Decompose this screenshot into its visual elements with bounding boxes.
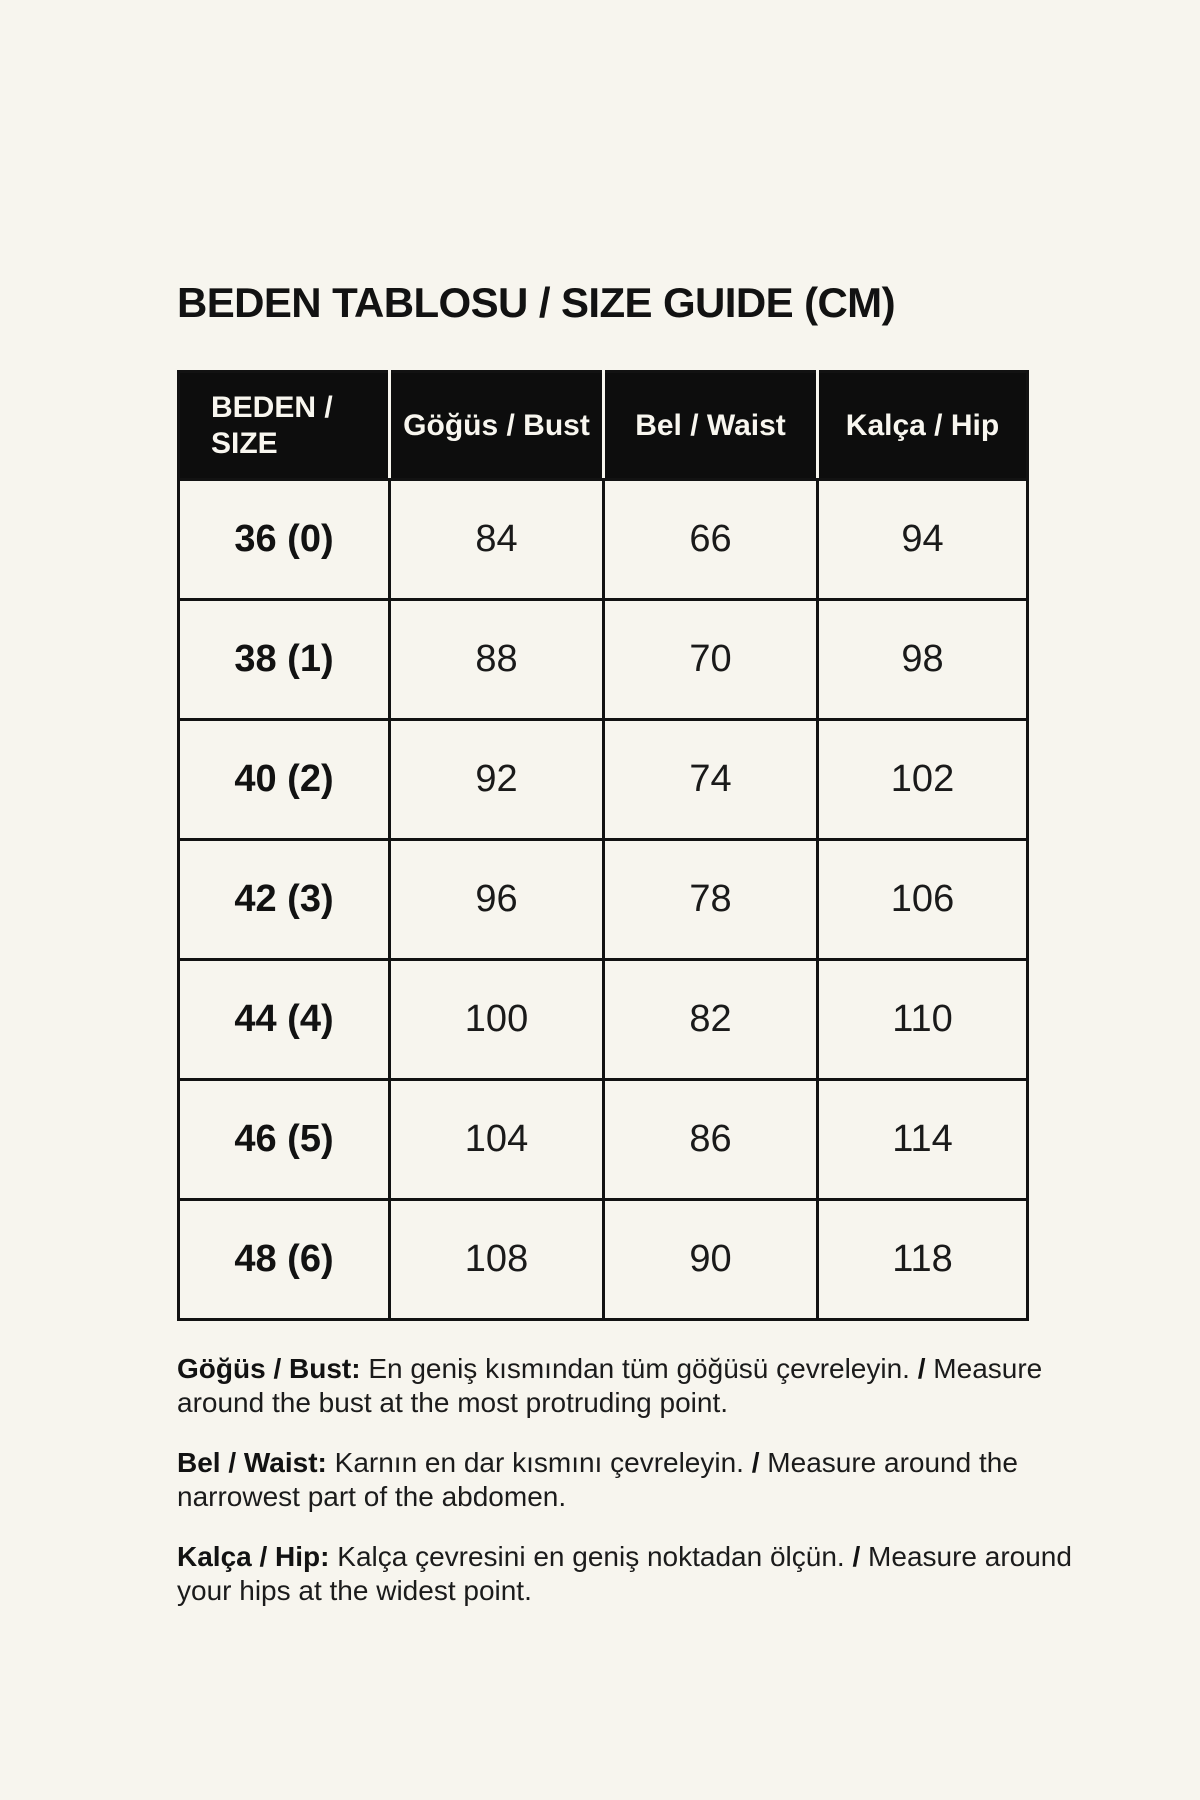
- size-table-header-row: [179, 372, 1028, 480]
- waist-note-line: narrowest part of the abdomen.: [177, 1481, 567, 1512]
- measurement-cell: 94: [818, 480, 1028, 600]
- column-header-3: Kalça / Hip: [818, 372, 1028, 480]
- measurement-cell: 108: [390, 1200, 604, 1320]
- waist-note: [177, 1446, 1157, 1514]
- measurement-cell: 74: [604, 720, 818, 840]
- table-row-1: [179, 600, 1028, 720]
- column-header-2: Bel / Waist: [604, 372, 818, 480]
- size-cell: 38 (1): [179, 600, 390, 720]
- size-table-body: [179, 480, 1028, 1320]
- measurement-cell: 96: [390, 840, 604, 960]
- page-title: BEDEN TABLOSU / SIZE GUIDE (CM): [177, 279, 895, 326]
- measurement-cell: 104: [390, 1080, 604, 1200]
- table-row-6: [179, 1200, 1028, 1320]
- measurement-notes: [177, 1352, 1157, 1634]
- table-row-2: [179, 720, 1028, 840]
- table-row-0: [179, 480, 1028, 600]
- size-cell: 36 (0): [179, 480, 390, 600]
- size-guide-table: [177, 370, 1029, 1321]
- bust-note-line: around the bust at the most protruding point.: [177, 1387, 729, 1418]
- measurement-cell: 114: [818, 1080, 1028, 1200]
- measurement-cell: 82: [604, 960, 818, 1080]
- size-cell: 46 (5): [179, 1080, 390, 1200]
- measurement-cell: 88: [390, 600, 604, 720]
- measurement-cell: 98: [818, 600, 1028, 720]
- hip-note-line: your hips at the widest point.: [177, 1575, 532, 1606]
- measurement-cell: 86: [604, 1080, 818, 1200]
- measurement-cell: 102: [818, 720, 1028, 840]
- measurement-cell: 66: [604, 480, 818, 600]
- size-cell: 40 (2): [179, 720, 390, 840]
- size-cell: 42 (3): [179, 840, 390, 960]
- bust-note: [177, 1352, 1157, 1420]
- column-header-1: Göğüs / Bust: [390, 372, 604, 480]
- hip-note-line: Kalça / Hip: Kalça çevresini en geniş noktadan ölçün. / Measure around: [177, 1541, 1072, 1572]
- measurement-cell: 106: [818, 840, 1028, 960]
- measurement-cell: 78: [604, 840, 818, 960]
- size-cell: 48 (6): [179, 1200, 390, 1320]
- table-row-3: [179, 840, 1028, 960]
- table-row-4: [179, 960, 1028, 1080]
- measurement-cell: 110: [818, 960, 1028, 1080]
- size-cell: 44 (4): [179, 960, 390, 1080]
- hip-note: [177, 1540, 1157, 1608]
- measurement-cell: 84: [390, 480, 604, 600]
- table-row-5: [179, 1080, 1028, 1200]
- measurement-cell: 100: [390, 960, 604, 1080]
- waist-note-line: Bel / Waist: Karnın en dar kısmını çevreleyin. / Measure around the: [177, 1447, 1018, 1478]
- bust-note-line: Göğüs / Bust: En geniş kısmından tüm göğüsü çevreleyin. / Measure: [177, 1353, 1043, 1384]
- measurement-cell: 90: [604, 1200, 818, 1320]
- measurement-cell: 70: [604, 600, 818, 720]
- column-header-0: BEDEN / SIZE: [179, 372, 390, 480]
- measurement-cell: 118: [818, 1200, 1028, 1320]
- measurement-cell: 92: [390, 720, 604, 840]
